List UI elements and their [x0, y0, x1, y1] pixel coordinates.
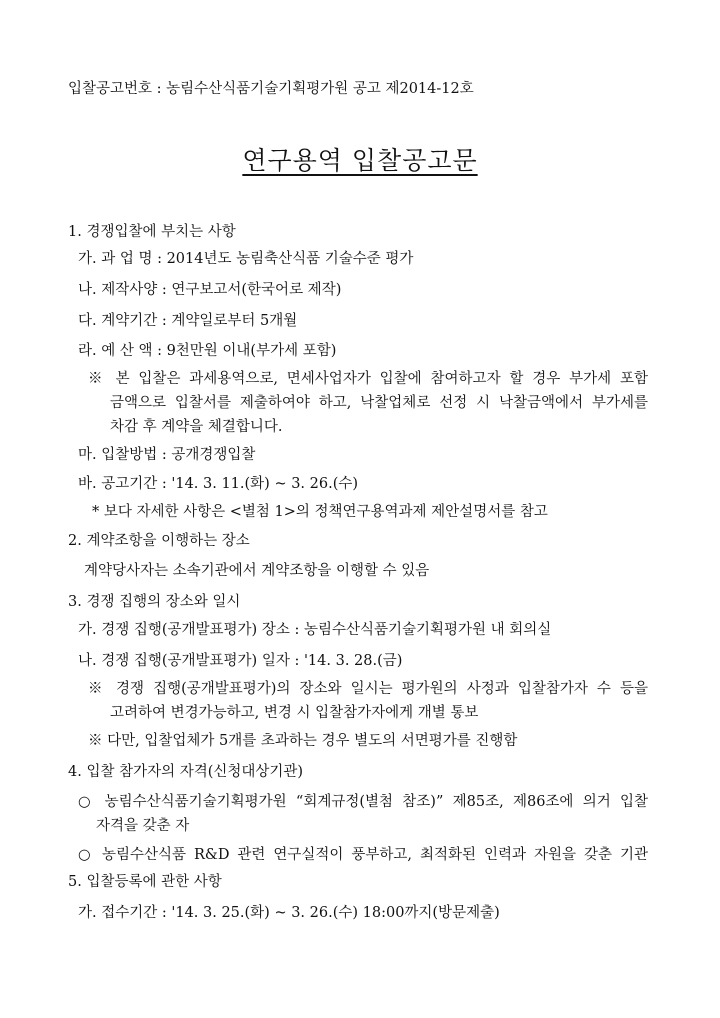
section2-body: 계약당사자는 소속기관에서 계약조항을 이행할 수 있음 [84, 563, 430, 579]
section4-bullet1-line1: ○ 농림수산식품기술기획평가원 “회계규정(별첨 참조)” 제85조, 제86조에 의거 입찰 [78, 794, 648, 810]
section4-bullet1-line2: 자격을 갖춘 자 [96, 818, 190, 834]
section1-heading: 1. 경쟁입찰에 부치는 사항 [68, 224, 236, 240]
section2-heading: 2. 계약조항을 이행하는 장소 [68, 533, 250, 549]
section1-item-a: 가. 과 업 명 : 2014년도 농림축산식품 기술수준 평가 [78, 251, 414, 267]
section4-bullet2: ○ 농림수산식품 R&D 관련 연구실적이 풍부하고, 최적화된 인력과 자원을 갖춘 기관 [78, 847, 648, 863]
document-title [0, 141, 720, 177]
section5-heading: 5. 입찰등록에 관한 사항 [68, 874, 222, 890]
section4-heading: 4. 입찰 참가자의 자격(신청대상기관) [68, 764, 304, 780]
title-text: 연구용역 입찰공고문 [242, 146, 478, 175]
section3-item-a: 가. 경쟁 집행(공개발표평가) 장소 : 농림수산식품기술기획평가원 내 회의실 [78, 622, 552, 638]
section3-note1-line1: ※ 경쟁 집행(공개발표평가)의 장소와 일시는 평가원의 사정과 입찰참가자 수 등을 [88, 681, 648, 697]
section3-note1-line2: 고려하여 변경가능하고, 변경 시 입찰참가자에게 개별 통보 [110, 705, 479, 721]
section3-note2: ※ 다만, 입찰업체가 5개를 초과하는 경우 별도의 서면평가를 진행함 [88, 733, 518, 749]
section1-note-line3: 차감 후 계약을 체결합니다. [110, 419, 283, 435]
section3-item-b: 나. 경쟁 집행(공개발표평가) 일자 : '14. 3. 28.(금) [78, 653, 403, 669]
section5-item-a: 가. 접수기간 : '14. 3. 25.(화) ~ 3. 26.(수) 18:00까지(방문제출) [78, 905, 500, 921]
section1-detail-note: * 보다 자세한 사항은 <별첨 1>의 정책연구용역과제 제안설명서를 참고 [92, 504, 548, 520]
section1-item-e: 마. 입찰방법 : 공개경쟁입찰 [78, 447, 256, 463]
section1-note-line2: 금액으로 입찰서를 제출하여야 하고, 낙찰업체로 선정 시 낙찰금액에서 부가세를 [110, 395, 648, 411]
section1-item-f: 바. 공고기간 : '14. 3. 11.(화) ~ 3. 26.(수) [78, 476, 359, 492]
section1-note-line1: ※ 본 입찰은 과세용역으로, 면세사업자가 입찰에 참여하고자 할 경우 부가세 포함 [88, 371, 648, 387]
section1-item-c: 다. 계약기간 : 계약일로부터 5개월 [78, 313, 298, 329]
section3-heading: 3. 경쟁 집행의 장소와 일시 [68, 594, 241, 610]
section1-item-b: 나. 제작사양 : 연구보고서(한국어로 제작) [78, 282, 342, 298]
section1-item-d: 라. 예 산 액 : 9천만원 이내(부가세 포함) [78, 343, 337, 359]
notice-number: 입찰공고번호 : 농림수산식품기술기획평가원 공고 제2014-12호 [68, 81, 474, 97]
